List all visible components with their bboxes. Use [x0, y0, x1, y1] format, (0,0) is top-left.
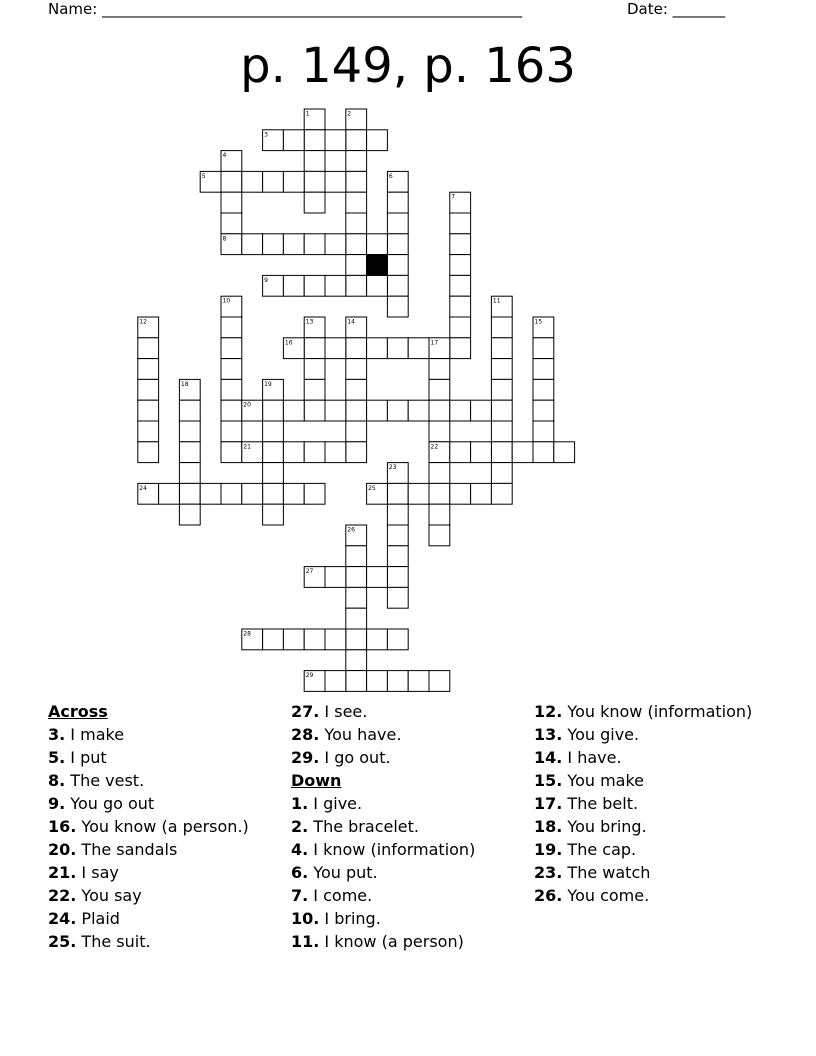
grid-clue-number: 10 [222, 297, 231, 305]
grid-cell[interactable] [221, 192, 242, 213]
clue-item [48, 771, 288, 791]
grid-clue-number: 14 [347, 318, 355, 326]
clue-number: 23. [534, 863, 563, 882]
clue-text: The cap. [562, 840, 637, 859]
clue-text: The bracelet. [308, 817, 419, 836]
grid-cell[interactable] [554, 442, 575, 463]
clue-text: You bring. [562, 817, 647, 836]
grid-cell[interactable] [138, 421, 159, 442]
down-heading: Down [291, 771, 342, 790]
grid-cell[interactable] [387, 400, 408, 421]
grid-clue-number: 4 [222, 152, 227, 160]
clue-item [291, 909, 531, 929]
grid-cell[interactable] [242, 234, 263, 255]
clue-text: I put [65, 748, 107, 767]
clue-number: 7. [291, 886, 309, 905]
grid-cell[interactable] [429, 463, 450, 484]
clue-number: 28. [291, 725, 320, 744]
grid-cell[interactable] [367, 338, 388, 359]
clue-item [534, 702, 774, 722]
grid-clue-number: 23 [388, 464, 397, 472]
down-clue-list [291, 794, 531, 952]
clue-item [534, 794, 774, 814]
clue-text: I know (information) [308, 840, 476, 859]
clue-text: The vest. [65, 771, 145, 790]
grid-cell[interactable] [429, 359, 450, 380]
grid-cell[interactable] [387, 275, 408, 296]
clue-number: 27. [291, 702, 320, 721]
grid-cell[interactable] [283, 442, 304, 463]
grid-cell[interactable] [450, 234, 471, 255]
grid-cell[interactable] [491, 421, 512, 442]
grid-cell[interactable] [138, 379, 159, 400]
grid-cell[interactable] [450, 442, 471, 463]
grid-cell[interactable] [221, 400, 242, 421]
grid-cell[interactable] [387, 234, 408, 255]
grid-cell[interactable] [263, 421, 284, 442]
grid-cell[interactable] [346, 275, 367, 296]
grid-cell[interactable] [367, 130, 388, 151]
grid-cell[interactable] [491, 483, 512, 504]
grid-cell[interactable] [367, 400, 388, 421]
clue-text: You give. [562, 725, 640, 744]
grid-cell[interactable] [179, 400, 200, 421]
grid-cell[interactable] [221, 171, 242, 192]
date-field-label: Date: _______ [627, 0, 726, 18]
grid-cell[interactable] [387, 525, 408, 546]
clue-text: I know (a person) [319, 932, 464, 951]
grid-cell[interactable] [387, 504, 408, 525]
grid-cell[interactable] [450, 338, 471, 359]
grid-cell[interactable] [429, 525, 450, 546]
grid-clue-number: 5 [201, 172, 206, 180]
grid-cell[interactable] [304, 192, 325, 213]
clue-text: You say [76, 886, 142, 905]
grid-clue-number: 6 [388, 172, 393, 180]
clue-text: I have. [562, 748, 622, 767]
clue-item [48, 909, 288, 929]
grid-clue-number: 22 [430, 443, 439, 451]
grid-cell[interactable] [325, 629, 346, 650]
grid-cell[interactable] [283, 171, 304, 192]
clue-text: I give. [308, 794, 363, 813]
grid-cell[interactable] [179, 483, 200, 504]
grid-cell[interactable] [367, 567, 388, 588]
grid-cell[interactable] [387, 213, 408, 234]
clue-item [534, 840, 774, 860]
grid-clue-number: 13 [305, 318, 314, 326]
grid-cell[interactable] [325, 275, 346, 296]
grid-cell[interactable] [408, 338, 429, 359]
grid-cell[interactable] [304, 338, 325, 359]
clue-text: I see. [319, 702, 368, 721]
clue-number: 21. [48, 863, 77, 882]
clue-item [291, 748, 531, 768]
grid-cell[interactable] [533, 359, 554, 380]
grid-cell[interactable] [179, 463, 200, 484]
clue-number: 8. [48, 771, 66, 790]
clue-item [48, 794, 288, 814]
grid-cell[interactable] [304, 400, 325, 421]
grid-cell[interactable] [304, 359, 325, 380]
grid-cell[interactable] [138, 338, 159, 359]
grid-cell[interactable] [283, 400, 304, 421]
grid-clue-number: 19 [264, 380, 272, 388]
clue-text: You go out [65, 794, 155, 813]
grid-cell[interactable] [179, 421, 200, 442]
grid-clue-number: 2 [347, 110, 352, 118]
grid-clue-number: 21 [243, 443, 251, 451]
grid-cell[interactable] [221, 379, 242, 400]
grid-cell[interactable] [221, 338, 242, 359]
grid-clue-number: 7 [451, 193, 456, 201]
grid-block [367, 255, 388, 276]
clue-item [534, 886, 774, 906]
grid-cell[interactable] [408, 483, 429, 504]
clue-number: 1. [291, 794, 309, 813]
clue-number: 19. [534, 840, 563, 859]
clue-text: I go out. [319, 748, 391, 767]
grid-cell[interactable] [304, 379, 325, 400]
clue-text: You come. [562, 886, 650, 905]
grid-cell[interactable] [138, 442, 159, 463]
clue-text: You know (a person.) [76, 817, 249, 836]
grid-cell[interactable] [429, 379, 450, 400]
clue-text: You know (information) [562, 702, 753, 721]
grid-cell[interactable] [491, 338, 512, 359]
grid-cell[interactable] [387, 192, 408, 213]
clue-text: The suit. [76, 932, 151, 951]
grid-cell[interactable] [387, 546, 408, 567]
grid-cell[interactable] [242, 483, 263, 504]
grid-cell[interactable] [304, 171, 325, 192]
clue-item [534, 748, 774, 768]
grid-cell[interactable] [346, 629, 367, 650]
grid-cell[interactable] [387, 483, 408, 504]
grid-clue-number: 20 [243, 401, 251, 409]
grid-cell[interactable] [325, 567, 346, 588]
grid-clue-number: 18 [180, 380, 189, 388]
grid-cell[interactable] [263, 483, 284, 504]
grid-cell[interactable] [304, 629, 325, 650]
clue-text: I come. [308, 886, 373, 905]
grid-cell[interactable] [283, 629, 304, 650]
grid-cell[interactable] [221, 442, 242, 463]
grid-cell[interactable] [429, 483, 450, 504]
clue-number: 29. [291, 748, 320, 767]
grid-cell[interactable] [325, 234, 346, 255]
clue-item [534, 725, 774, 745]
grid-cell[interactable] [387, 629, 408, 650]
grid-cell[interactable] [367, 275, 388, 296]
clue-item [291, 886, 531, 906]
down-clue-list-continued [534, 702, 774, 906]
grid-cell[interactable] [221, 359, 242, 380]
grid-cell[interactable] [346, 421, 367, 442]
clue-item [291, 863, 531, 883]
grid-cell[interactable] [491, 463, 512, 484]
grid-cell[interactable] [408, 671, 429, 692]
grid-clue-number: 1 [305, 110, 310, 118]
grid-cell[interactable] [387, 338, 408, 359]
grid-cell[interactable] [263, 629, 284, 650]
grid-cell[interactable] [179, 504, 200, 525]
grid-cell[interactable] [471, 442, 492, 463]
clue-number: 20. [48, 840, 77, 859]
grid-clue-number: 27 [305, 568, 314, 576]
grid-cell[interactable] [325, 442, 346, 463]
grid-clue-number: 15 [534, 318, 543, 326]
clues-column-3 [534, 702, 774, 909]
grid-cell[interactable] [346, 130, 367, 151]
grid-clue-number: 11 [492, 297, 501, 305]
grid-cell[interactable] [304, 130, 325, 151]
name-field-label: Name: ________________________________________________________ [48, 0, 523, 18]
grid-clue-number: 9 [264, 276, 268, 284]
clue-item [291, 702, 531, 722]
grid-cell[interactable] [429, 504, 450, 525]
grid-clue-number: 3 [264, 131, 268, 139]
grid-cell[interactable] [450, 317, 471, 338]
clue-number: 11. [291, 932, 320, 951]
grid-cell[interactable] [179, 442, 200, 463]
grid-cell[interactable] [408, 400, 429, 421]
grid-cell[interactable] [533, 338, 554, 359]
grid-cell[interactable] [491, 442, 512, 463]
grid-cell[interactable] [491, 359, 512, 380]
grid-cell[interactable] [325, 130, 346, 151]
grid-clue-number: 25 [368, 484, 376, 492]
grid-clue-number: 29 [305, 672, 314, 680]
grid-cell[interactable] [533, 400, 554, 421]
clue-text: You have. [319, 725, 402, 744]
grid-cell[interactable] [263, 463, 284, 484]
clue-text: You put. [308, 863, 378, 882]
grid-cell[interactable] [450, 213, 471, 234]
clue-item [534, 817, 774, 837]
grid-cell[interactable] [346, 151, 367, 172]
grid-clue-number: 17 [430, 339, 439, 347]
clue-number: 14. [534, 748, 563, 767]
grid-cell[interactable] [263, 171, 284, 192]
grid-cell[interactable] [325, 671, 346, 692]
grid-cell[interactable] [346, 171, 367, 192]
clue-item [291, 840, 531, 860]
clue-number: 12. [534, 702, 563, 721]
grid-cell[interactable] [346, 192, 367, 213]
grid-cell[interactable] [283, 275, 304, 296]
grid-cell[interactable] [450, 296, 471, 317]
clue-number: 13. [534, 725, 563, 744]
grid-cell[interactable] [304, 483, 325, 504]
clue-text: Plaid [76, 909, 120, 928]
grid-cell[interactable] [450, 483, 471, 504]
clue-number: 25. [48, 932, 77, 951]
grid-cell[interactable] [221, 213, 242, 234]
grid-cell[interactable] [387, 567, 408, 588]
clue-number: 22. [48, 886, 77, 905]
grid-cell[interactable] [367, 671, 388, 692]
grid-cell[interactable] [346, 255, 367, 276]
clue-number: 6. [291, 863, 309, 882]
clue-number: 2. [291, 817, 309, 836]
clue-item [48, 863, 288, 883]
grid-cell[interactable] [387, 296, 408, 317]
grid-cell[interactable] [346, 338, 367, 359]
grid-cell[interactable] [242, 171, 263, 192]
grid-cell[interactable] [429, 671, 450, 692]
clue-item [48, 725, 288, 745]
clue-item [48, 932, 288, 952]
clue-item [534, 771, 774, 791]
grid-cell[interactable] [221, 483, 242, 504]
grid-cell[interactable] [346, 442, 367, 463]
grid-cell[interactable] [450, 400, 471, 421]
clue-number: 26. [534, 886, 563, 905]
clue-item [48, 748, 288, 768]
clue-number: 3. [48, 725, 66, 744]
page-title: p. 149, p. 163 [240, 38, 576, 94]
grid-cell[interactable] [304, 442, 325, 463]
grid-cell[interactable] [283, 130, 304, 151]
grid-cell[interactable] [367, 629, 388, 650]
clue-item [291, 725, 531, 745]
grid-cell[interactable] [325, 400, 346, 421]
grid-cell[interactable] [533, 379, 554, 400]
grid-cell[interactable] [346, 359, 367, 380]
clue-number: 16. [48, 817, 77, 836]
grid-cell[interactable] [429, 400, 450, 421]
clue-item [291, 794, 531, 814]
clue-number: 24. [48, 909, 77, 928]
grid-cell[interactable] [346, 546, 367, 567]
grid-cell[interactable] [471, 483, 492, 504]
grid-cell[interactable] [283, 483, 304, 504]
clue-item [291, 817, 531, 837]
across-clue-list [48, 725, 288, 952]
grid-cell[interactable] [346, 608, 367, 629]
clue-item [48, 817, 288, 837]
grid-cell[interactable] [387, 671, 408, 692]
clues-column-2 [291, 702, 531, 955]
grid-cell[interactable] [346, 213, 367, 234]
grid-cell[interactable] [221, 421, 242, 442]
clue-text: The sandals [76, 840, 178, 859]
across-clue-list-continued [291, 702, 531, 768]
clue-text: I make [65, 725, 125, 744]
clue-number: 17. [534, 794, 563, 813]
grid-cell[interactable] [533, 421, 554, 442]
grid-cell[interactable] [429, 421, 450, 442]
clue-text: You make [562, 771, 645, 790]
grid-cell[interactable] [346, 650, 367, 671]
grid-cell[interactable] [471, 400, 492, 421]
grid-cell[interactable] [263, 442, 284, 463]
grid-cell[interactable] [512, 442, 533, 463]
grid-clue-number: 8 [222, 235, 227, 243]
grid-clue-number: 12 [139, 318, 147, 326]
clue-item [291, 932, 531, 952]
clue-item [48, 886, 288, 906]
grid-cell[interactable] [325, 338, 346, 359]
grid-cell[interactable] [304, 151, 325, 172]
grid-clue-number: 28 [243, 630, 251, 638]
grid-cell[interactable] [283, 234, 304, 255]
clue-text: I say [76, 863, 119, 882]
grid-cell[interactable] [533, 442, 554, 463]
grid-clue-number: 16 [284, 339, 293, 347]
grid-cell[interactable] [491, 379, 512, 400]
grid-cell[interactable] [304, 275, 325, 296]
clue-text: The belt. [562, 794, 639, 813]
grid-cell[interactable] [159, 483, 180, 504]
across-heading: Across [48, 702, 108, 721]
grid-cell[interactable] [491, 400, 512, 421]
grid-clue-number: 26 [347, 526, 355, 534]
clue-number: 10. [291, 909, 320, 928]
clue-number: 4. [291, 840, 309, 859]
grid-cell[interactable] [138, 400, 159, 421]
grid-cell[interactable] [200, 483, 221, 504]
clue-text: I bring. [319, 909, 381, 928]
grid-cell[interactable] [346, 234, 367, 255]
grid-cell[interactable] [346, 671, 367, 692]
grid-cell[interactable] [263, 504, 284, 525]
grid-cell[interactable] [387, 255, 408, 276]
clue-number: 18. [534, 817, 563, 836]
grid-cell[interactable] [325, 171, 346, 192]
grid-cell[interactable] [263, 400, 284, 421]
clue-item [534, 863, 774, 883]
grid-clue-number: 24 [139, 484, 147, 492]
clue-item [48, 840, 288, 860]
clue-text: The watch [562, 863, 651, 882]
grid-cell[interactable] [491, 317, 512, 338]
grid-cell[interactable] [346, 400, 367, 421]
grid-cell[interactable] [367, 234, 388, 255]
clue-number: 5. [48, 748, 66, 767]
grid-cell[interactable] [346, 379, 367, 400]
clue-number: 15. [534, 771, 563, 790]
clues-column-1 [48, 702, 288, 955]
grid-cell[interactable] [387, 587, 408, 608]
grid-cell[interactable] [346, 567, 367, 588]
grid-cell[interactable] [304, 234, 325, 255]
grid-cell[interactable] [263, 234, 284, 255]
grid-cell[interactable] [346, 587, 367, 608]
clue-number: 9. [48, 794, 66, 813]
grid-cell[interactable] [221, 317, 242, 338]
grid-cell[interactable] [450, 255, 471, 276]
grid-cell[interactable] [450, 275, 471, 296]
grid-cell[interactable] [138, 359, 159, 380]
